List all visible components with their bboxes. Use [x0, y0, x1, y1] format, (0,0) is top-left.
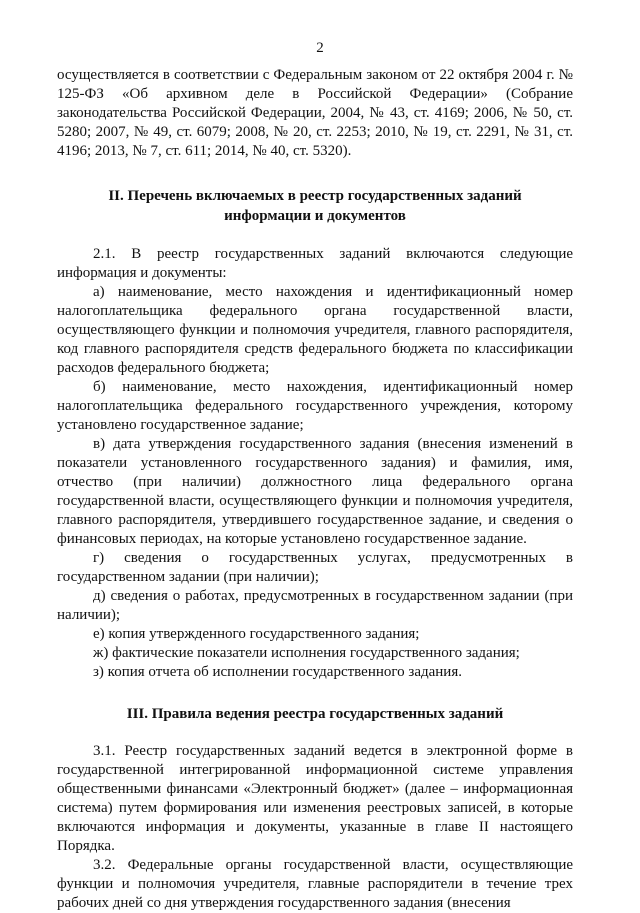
intro-paragraph: осуществляется в соответствии с Федеральным законом от 22 октября 2004 г. № 125-ФЗ «Об архивном деле в Российской Федерации» (Собрание законодательства Российской Федерации, 2004, № 43, ст. 4169; 2006, № 50, ст. 5280; 2007, № 49, ст. 6079; 2008, № 20, ст. 2253; 2010, № 19, ст. 2291, № 31, ст. 4196; 2013, № 7, ст. 611; 2014, № 40, ст. 5320).	[57, 67, 573, 159]
list-item-zh: ж) фактические показатели исполнения государственного задания;	[93, 645, 520, 661]
list-item-v: в) дата утверждения государственного задания (внесения изменений в показатели установленного государственного задания) и фамилия, имя, отчество (при наличии) должностного лица федерального органа государственной власти, осуществляющего функции и полномочия учредителя, главного распорядителя, утвердившего государственное задание, и сведения о финансовых периодах, на которые установлено государственное задание.	[57, 436, 573, 547]
paragraph-2-1: 2.1. В реестр государственных заданий включаются следующие информация и документы:	[57, 246, 573, 281]
section-2-heading-line-2: информации и документов	[224, 208, 406, 224]
paragraph-3-1: 3.1. Реестр государственных заданий ведется в электронной форме в государственной интегрированной информационной системе управления общественными финансами «Электронный бюджет» (далее – информационная система) путем формирования или изменения реестровых записей, в которые включаются информация и документы, указанные в главе II настоящего Порядка.	[57, 743, 573, 854]
paragraph-3-2: 3.2. Федеральные органы государственной власти, осуществляющие функции и полномочия учредителя, главные распорядители в течение трех рабочих дней со дня утверждения государственного задания (внесения	[57, 857, 573, 911]
section-2-heading-line-1: II. Перечень включаемых в реестр государственных заданий	[108, 188, 522, 204]
section-3-heading: III. Правила ведения реестра государственных заданий	[126, 706, 504, 722]
list-item-e: е) копия утвержденного государственного задания;	[93, 626, 420, 642]
list-item-d: д) сведения о работах, предусмотренных в государственном задании (при наличии);	[57, 588, 573, 623]
list-item-b: б) наименование, место нахождения, идентификационный номер налогоплательщика федерального государственного учреждения, которому установлено государственное задание;	[57, 379, 573, 433]
list-item-a: а) наименование, место нахождения и идентификационный номер налогоплательщика федерального органа государственной власти, осуществляющего функции и полномочия учредителя, главного распорядителя, код главного распорядителя средств федерального бюджета по классификации расходов федерального бюджета;	[57, 284, 573, 376]
section-2-heading	[57, 186, 573, 226]
list-item-z: з) копия отчета об исполнении государственного задания.	[93, 664, 462, 680]
document-body	[57, 66, 573, 913]
list-item-g: г) сведения о государственных услугах, предусмотренных в государственном задании (при наличии);	[57, 550, 573, 585]
page-number: 2	[316, 40, 324, 56]
